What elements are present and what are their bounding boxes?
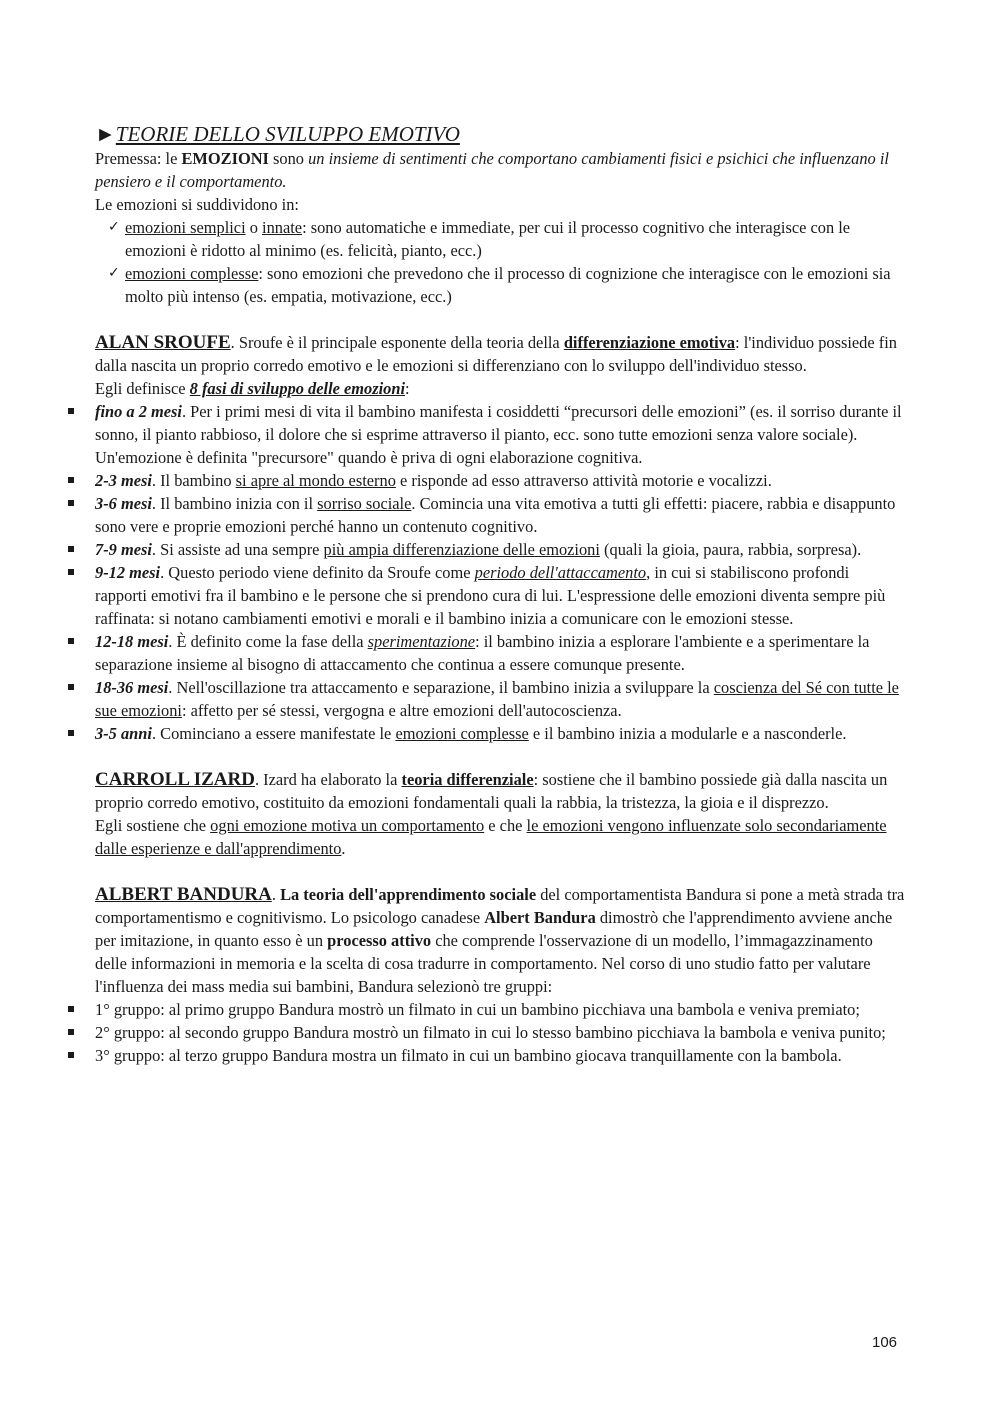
text: . Sroufe è il principale esponente della teoria della: [230, 333, 564, 352]
bandura-name: Albert Bandura: [484, 908, 596, 927]
phase-age: 9-12 mesi: [95, 563, 161, 582]
text: : sostiene che il bambino possiede già dalla nascita un proprio corredo emotivo, costituito da emozioni fondamentali quali la rabbia, la tristezza, la gioia e il disprezzo.: [95, 770, 888, 812]
izard-highlight: ogni emozione motiva un comportamento: [210, 816, 485, 835]
list-item: [95, 216, 905, 262]
joiner: o: [245, 218, 263, 237]
groups-list: [95, 998, 905, 1067]
phase-age: 12-18 mesi: [95, 632, 169, 651]
phase-age: 2-3 mesi: [95, 471, 152, 490]
square-bullet-icon: [68, 546, 74, 552]
text: .: [341, 839, 346, 858]
emotions-definition: un insieme di sentimenti che comportano cambiamenti fisici e psichici che influenzano il pensiero e il comportamento.: [95, 149, 889, 191]
phase-item: [95, 538, 905, 561]
square-bullet-icon: [68, 500, 74, 506]
text: Egli definisce: [95, 379, 190, 398]
list-item: [95, 262, 905, 308]
phase-text: . Questo periodo viene definito da Sroufe come: [160, 563, 475, 582]
square-bullet-icon: [68, 1029, 74, 1035]
phase-item: [95, 676, 905, 722]
checkmark-icon: ✓: [108, 265, 120, 281]
square-bullet-icon: [68, 477, 74, 483]
group-item: [95, 1044, 905, 1067]
phases-list: [95, 400, 905, 745]
phase-highlight: più ampia differenziazione delle emozioni: [323, 540, 600, 559]
group-text: 1° gruppo: al primo gruppo Bandura mostrò un filmato in cui un bambino picchiava una bambola e veniva premiato;: [95, 1000, 860, 1019]
phase-text: . Il bambino: [151, 471, 236, 490]
phase-highlight: sperimentazione: [367, 632, 476, 651]
phase-text: . Il bambino inizia con il: [151, 494, 318, 513]
page-content: [95, 121, 905, 1067]
sroufe-theory: differenziazione emotiva: [563, 333, 736, 352]
phase-highlight: emozioni complesse: [395, 724, 529, 743]
phase-age: 3-5 anni: [95, 724, 152, 743]
square-bullet-icon: [68, 638, 74, 644]
page-number: 106: [872, 1334, 898, 1351]
checkmark-icon: ✓: [108, 219, 120, 235]
phase-highlight: sorriso sociale: [317, 494, 412, 513]
square-bullet-icon: [68, 730, 74, 736]
term: emozioni complesse: [125, 264, 259, 283]
phase-text: . È definito come la fase della: [168, 632, 368, 651]
section-title-text: TEORIE DELLO SVILUPPO EMOTIVO: [115, 122, 460, 146]
phase-item: [95, 630, 905, 676]
bandura-theory: La teoria dell'apprendimento sociale: [280, 885, 537, 904]
phase-item: [95, 492, 905, 538]
phase-text: . Nell'oscillazione tra attaccamento e separazione, il bambino inizia a sviluppare la: [168, 678, 714, 697]
item-text: : sono automatiche e immediate, per cui il processo cognitivo che interagisce con le emozioni è ridotto al minimo (es. felicità, pianto, ecc.): [125, 218, 851, 260]
active-process: processo attivo: [327, 931, 432, 950]
divide-text: Le emozioni si suddividono in:: [95, 195, 299, 214]
square-bullet-icon: [68, 408, 74, 414]
item-text: : sono emozioni che prevedono che il processo di cognizione che interagisce con le emozioni sia molto più intenso (es. empatia, motivazione, ecc.): [125, 264, 891, 306]
text: del comportamentista Bandura si pone a metà strada tra comportamentismo e cognitivismo. Lo psicologo canadese: [95, 885, 905, 927]
phase-item: [95, 561, 905, 630]
term: innate: [262, 218, 303, 237]
phase-text: e il bambino inizia a modularle e a nasconderle.: [528, 724, 847, 743]
text: :: [405, 379, 410, 398]
phase-highlight: si apre al mondo esterno: [235, 471, 396, 490]
phase-text: : il bambino inizia a esplorare l'ambiente e a sperimentare la separazione insieme al bisogno di attaccamento che continua a essere comunque presente.: [95, 632, 870, 674]
group-text: 2° gruppo: al secondo gruppo Bandura mostrò un filmato in cui lo stesso bambino picchiava la bambola e veniva punito;: [95, 1023, 886, 1042]
phase-text: : affetto per sé stessi, vergogna e altre emozioni dell'autocoscienza.: [181, 701, 622, 720]
phase-text: . Cominciano a essere manifestate le: [151, 724, 396, 743]
square-bullet-icon: [68, 1006, 74, 1012]
section-title: [95, 121, 905, 147]
text: e che: [484, 816, 527, 835]
phases-title: 8 fasi di sviluppo delle emozioni: [189, 379, 406, 398]
emotions-keyword: EMOZIONI: [181, 149, 269, 168]
phases-intro: [95, 377, 905, 400]
izard-heading: CARROLL IZARD: [95, 769, 255, 790]
bandura-heading: ALBERT BANDURA: [95, 884, 272, 905]
text: dimostrò che l'apprendimento avviene anche per imitazione, in quanto esso è un: [95, 908, 893, 950]
premise-label: Premessa: le: [95, 149, 182, 168]
phase-text: . Si assiste ad una sempre: [151, 540, 324, 559]
term: emozioni semplici: [125, 218, 246, 237]
phase-age: fino a 2 mesi: [95, 402, 182, 421]
phase-text: (quali la gioia, paura, rabbia, sorpresa).: [599, 540, 862, 559]
phase-text: , in cui si stabiliscono profondi rapporti emotivi fra il bambino e le persone che si prendono cura di lui. L'espressione delle emozioni diventa sempre più raffinata: si notano cambiamenti emotivi e morali e il bambino inizia a comunicare con le emozioni stesse.: [95, 563, 886, 628]
izard-paragraph: [95, 768, 905, 814]
izard-theory: teoria differenziale: [401, 770, 534, 789]
group-item: [95, 998, 905, 1021]
text: che comprende l'osservazione di un modello, l’immagazzinamento delle informazioni in memoria e la scelta di cosa tradurre in comportamento. Nel corso di uno studio fatto per valutare l'influenza dei mass media sui bambini, Bandura selezionò tre gruppi:: [95, 931, 873, 996]
phase-item: [95, 400, 905, 469]
sroufe-paragraph: [95, 331, 905, 377]
phase-text: . Comincia una vita emotiva a tutti gli effetti: piacere, rabbia e disappunto sono vere e proprie emozioni perché hanno un contenuto cognitivo.: [95, 494, 896, 536]
phase-text: e risponde ad esso attraverso attività motorie e vocalizzi.: [395, 471, 772, 490]
phase-highlight: periodo dell'attaccamento: [474, 563, 647, 582]
phase-age: 18-36 mesi: [95, 678, 169, 697]
arrow-icon: ►: [95, 122, 116, 146]
premise-connector: sono: [268, 149, 309, 168]
premise-paragraph: [95, 147, 905, 193]
phase-age: 3-6 mesi: [95, 494, 152, 513]
izard-claim: [95, 814, 905, 860]
izard-highlight: le emozioni vengono influenzate solo secondariamente dalle esperienze e dall'apprendimento: [95, 816, 887, 858]
text: . Izard ha elaborato la: [254, 770, 402, 789]
group-text: 3° gruppo: al terzo gruppo Bandura mostra un filmato in cui un bambino giocava tranquillamente con la bambola.: [95, 1046, 842, 1065]
phase-note: Un'emozione è definita "precursore" quando è priva di ogni elaborazione cognitiva.: [95, 448, 643, 467]
text: : l'individuo possiede fin dalla nascita un proprio corredo emotivo e le emozioni si differenziano con lo sviluppo dell'individuo stesso.: [95, 333, 897, 375]
text: .: [271, 885, 281, 904]
text: Egli sostiene che: [95, 816, 211, 835]
phase-text: . Per i primi mesi di vita il bambino manifesta i cosiddetti “precursori delle emozioni” (es. il sorriso durante il sonno, il pianto rabbioso, il dolore che si esprime attraverso il pianto, ecc. sono tutte emozioni senza valore sociale).: [95, 402, 902, 444]
emotion-types-list: [95, 216, 905, 308]
phase-age: 7-9 mesi: [95, 540, 152, 559]
square-bullet-icon: [68, 684, 74, 690]
phase-item: [95, 722, 905, 745]
sroufe-heading: ALAN SROUFE: [95, 332, 231, 353]
bandura-paragraph: [95, 883, 905, 998]
square-bullet-icon: [68, 1052, 74, 1058]
square-bullet-icon: [68, 569, 74, 575]
group-item: [95, 1021, 905, 1044]
phase-highlight: coscienza del Sé con tutte le sue emozioni: [95, 678, 899, 720]
phase-item: [95, 469, 905, 492]
